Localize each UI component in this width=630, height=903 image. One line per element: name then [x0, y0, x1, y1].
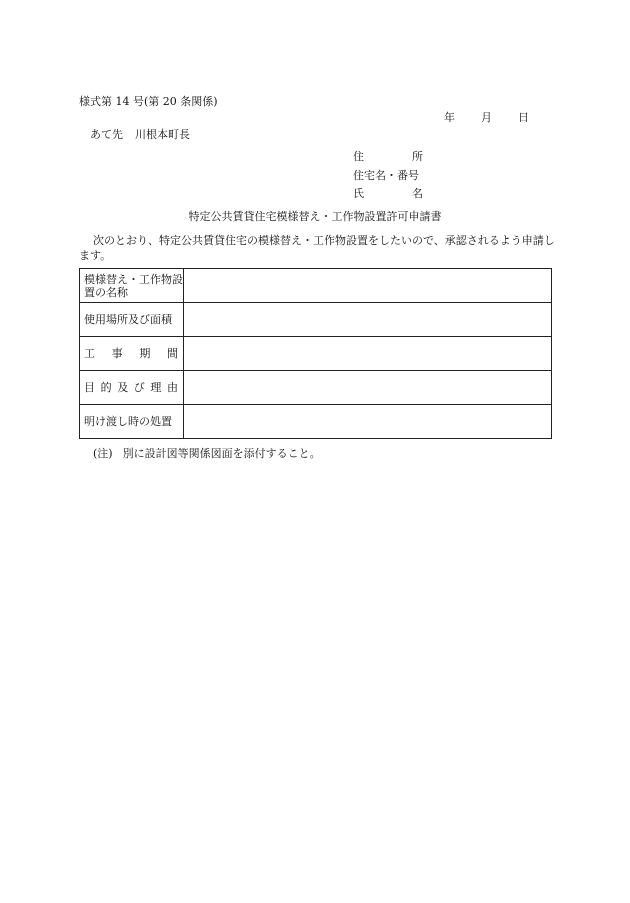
applicant-housing-label: 住宅名・番号 — [353, 169, 419, 182]
label-char: 及 — [117, 381, 129, 394]
row-value-alteration-name[interactable] — [184, 269, 552, 303]
form-number: 様式第 14 号(第 20 条関係) — [79, 95, 218, 108]
addressee-line — [90, 128, 190, 142]
row-value-purpose-reason[interactable] — [184, 371, 552, 405]
date-month: 月 — [481, 111, 492, 124]
row-label-location-area: 使用場所及び面積 — [80, 303, 184, 337]
table-row — [80, 269, 552, 303]
table-row — [80, 303, 552, 337]
label-char: 工 — [84, 347, 95, 360]
note-text: 別に設計図等関係図面を添付すること。 — [122, 447, 321, 460]
document-title: 特定公共賃貸住宅模様替え・工作物設置許可申請書 — [188, 210, 442, 223]
label-char: 目 — [84, 381, 95, 394]
application-table — [79, 268, 552, 439]
addressee-label: あて先 — [90, 128, 123, 141]
footnote — [93, 447, 321, 461]
name-char-2: 名 — [412, 187, 423, 200]
address-char-1: 住 — [353, 150, 364, 163]
table-row — [80, 405, 552, 439]
row-value-location-area[interactable] — [184, 303, 552, 337]
label-char: 間 — [166, 347, 178, 360]
label-char: び — [133, 381, 145, 394]
label-char: 由 — [166, 381, 178, 394]
body-text: 次のとおり、特定公共賃貸住宅の模様替え・工作物設置をしたいので、承認されるよう申請します。 — [79, 234, 555, 262]
note-prefix: (注) — [93, 447, 113, 460]
row-label-alteration-name: 模様替え・工作物設置の名称 — [80, 269, 184, 303]
row-value-vacating-measures[interactable] — [184, 405, 552, 439]
name-char-1: 氏 — [353, 187, 364, 200]
label-char: 理 — [150, 381, 162, 394]
row-label-construction-period — [80, 337, 184, 371]
label-char: 的 — [100, 381, 112, 394]
date-line — [444, 111, 529, 125]
applicant-name-label — [353, 187, 423, 201]
row-label-purpose-reason — [80, 371, 184, 405]
date-day: 日 — [518, 111, 529, 124]
row-value-construction-period[interactable] — [184, 337, 552, 371]
date-year: 年 — [444, 111, 455, 124]
table-row — [80, 337, 552, 371]
row-label-vacating-measures: 明け渡し時の処置 — [80, 405, 184, 439]
label-char: 期 — [139, 347, 151, 360]
table-row — [80, 371, 552, 405]
applicant-address-label — [353, 150, 423, 164]
address-char-2: 所 — [412, 150, 423, 163]
addressee-name: 川根本町長 — [135, 128, 190, 141]
label-char: 事 — [111, 347, 123, 360]
